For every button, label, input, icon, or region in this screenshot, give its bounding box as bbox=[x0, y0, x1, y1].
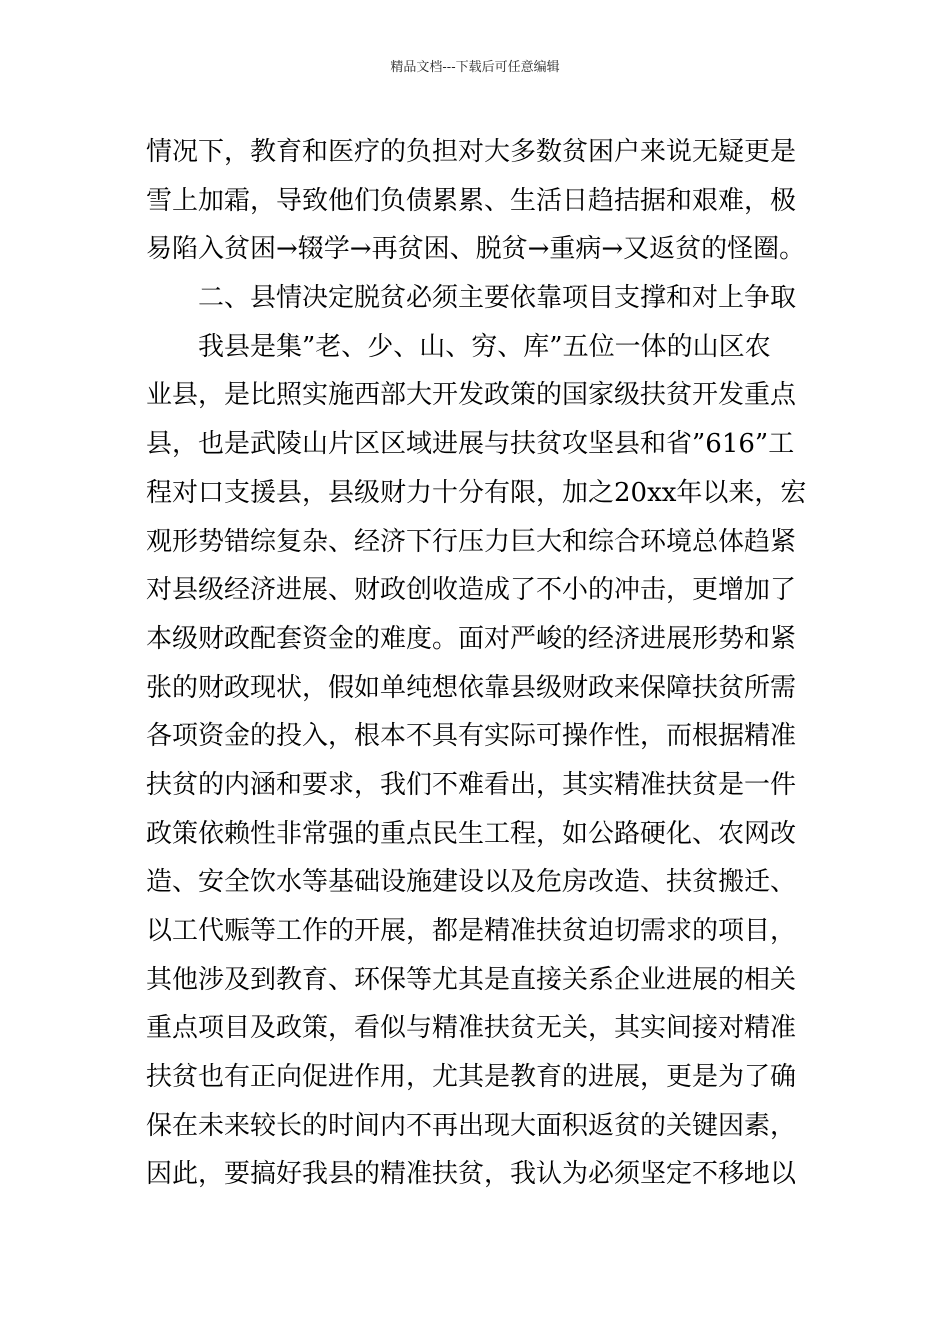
text-line: 县，也是武陵山片区区域进展与扶贫攻坚县和省”616”工 bbox=[146, 429, 795, 460]
text-line: 各项资金的投入，根本不具有实际可操作性，而根据精准 bbox=[146, 721, 797, 752]
text-line: 我县是集”老、少、山、穷、库”五位一体的山区农 bbox=[198, 331, 771, 362]
text-line: 扶贫的内涵和要求，我们不难看出，其实精准扶贫是一件 bbox=[146, 769, 797, 800]
text-line: 程对口支援县，县级财力十分有限，加之20xx年以来，宏 bbox=[146, 477, 807, 508]
text-line: 易陷入贫困→辍学→再贫困、脱贫→重病→又返贫的怪圈。 bbox=[146, 234, 806, 265]
text-line: 对县级经济进展、财政创收造成了不小的冲击，更增加了 bbox=[146, 575, 797, 606]
text-line: 政策依赖性非常强的重点民生工程，如公路硬化、农网改 bbox=[146, 818, 797, 849]
text-line: 业县，是比照实施西部大开发政策的国家级扶贫开发重点 bbox=[146, 380, 797, 411]
text-line: 雪上加霜，导致他们负债累累、生活日趋拮据和艰难，极 bbox=[146, 185, 797, 216]
text-line: 扶贫也有正向促进作用，尤其是教育的进展，更是为了确 bbox=[146, 1062, 797, 1093]
text-line: 本级财政配套资金的难度。面对严峻的经济进展形势和紧 bbox=[146, 623, 797, 654]
text-line: 以工代赈等工作的开展，都是精准扶贫迫切需求的项目， bbox=[146, 916, 797, 946]
text-line: 保在未来较长的时间内不再出现大面积返贫的关键因素， bbox=[146, 1110, 797, 1141]
text-line: 情况下，教育和医疗的负担对大多数贫困户来说无疑更是 bbox=[146, 137, 797, 167]
text-line: 造、安全饮水等基础设施建设以及危房改造、扶贫搬迁、 bbox=[146, 867, 797, 898]
text-line: 因此，要搞好我县的精准扶贫，我认为必须坚定不移地以 bbox=[146, 1159, 797, 1190]
text-line: 张的财政现状，假如单纯想依靠县级财政来保障扶贫所需 bbox=[146, 672, 797, 703]
text-line: 重点项目及政策，看似与精准扶贫无关，其实间接对精准 bbox=[146, 1013, 797, 1044]
text-line: 观形势错综复杂、经济下行压力巨大和综合环境总体趋紧 bbox=[146, 526, 797, 557]
text-line: 二、县情决定脱贫必须主要依靠项目支撑和对上争取 bbox=[198, 283, 797, 314]
text-line: 其他涉及到教育、环保等尤其是直接关系企业进展的相关 bbox=[146, 964, 797, 995]
document-body bbox=[146, 128, 810, 1199]
page-header: 精品文档---下载后可任意编辑 bbox=[390, 60, 560, 75]
